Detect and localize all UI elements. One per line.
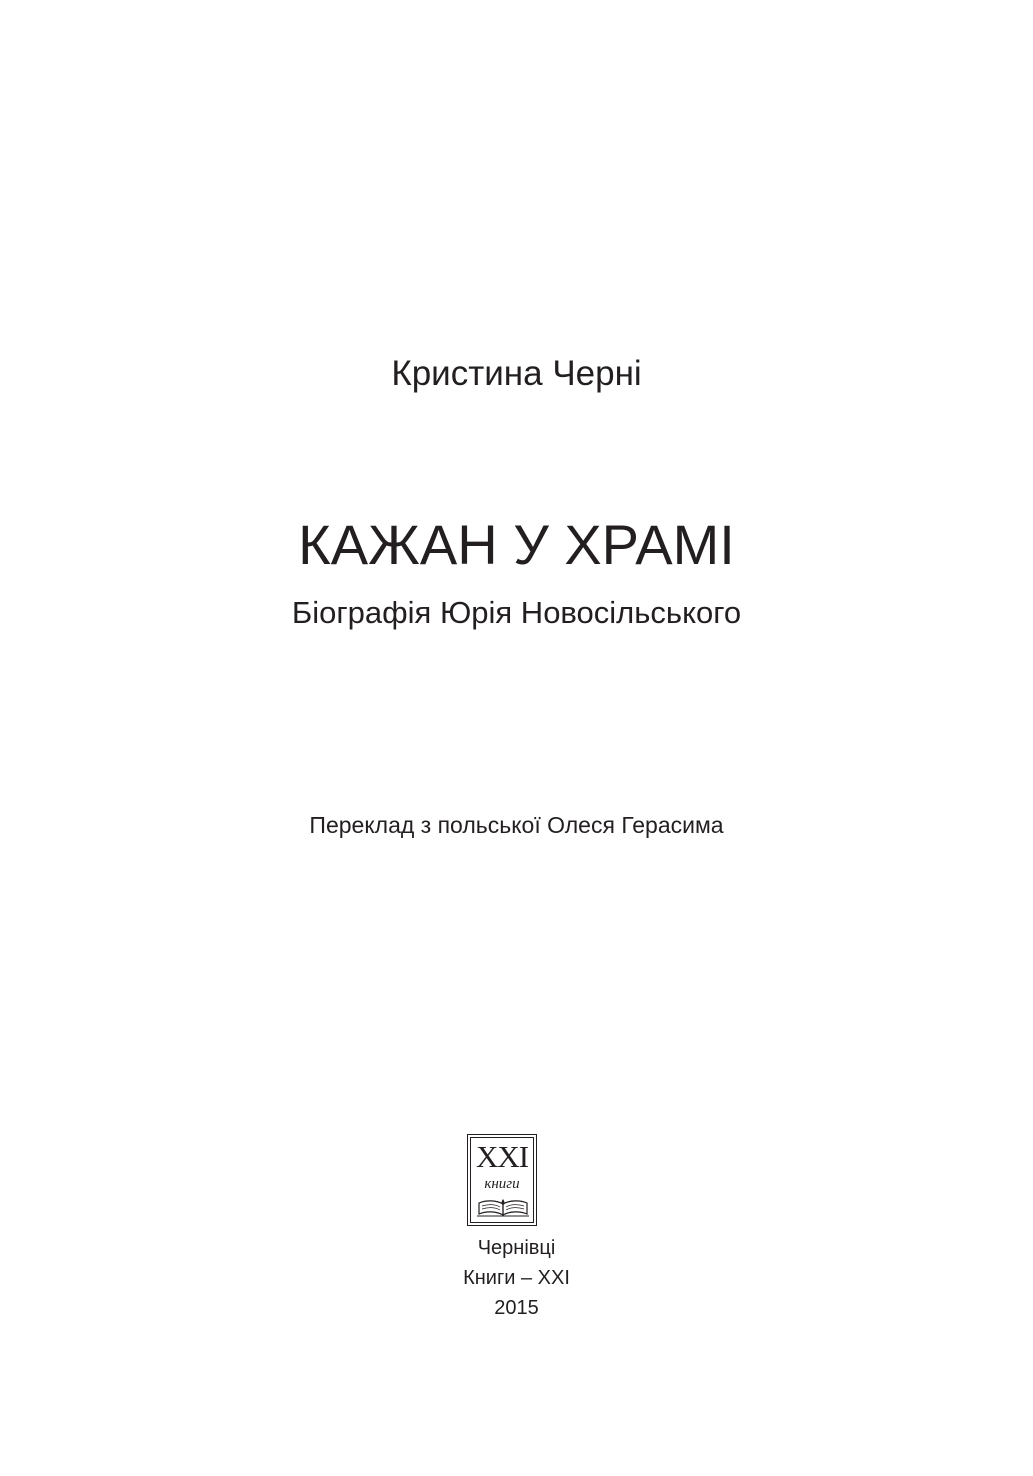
author-name: Кристина Черні	[391, 354, 642, 393]
imprint-year: 2015	[494, 1297, 539, 1319]
translator-credit: Переклад з польської Олеся Герасима	[309, 812, 724, 838]
publisher-logo-frame	[470, 1137, 534, 1223]
book-subtitle: Біографія Юрія Новосільського	[291, 595, 742, 630]
imprint-city: Чернівці	[477, 1237, 556, 1259]
book-title: КАЖАН У ХРАМІ	[298, 513, 735, 576]
publisher-logo-numeral: XXI	[475, 1139, 529, 1174]
publisher-logo	[467, 1134, 537, 1226]
imprint-publisher: Книги – ХХІ	[463, 1267, 570, 1289]
open-book-icon	[476, 1198, 530, 1220]
publisher-logo-word: книги	[484, 1176, 520, 1192]
